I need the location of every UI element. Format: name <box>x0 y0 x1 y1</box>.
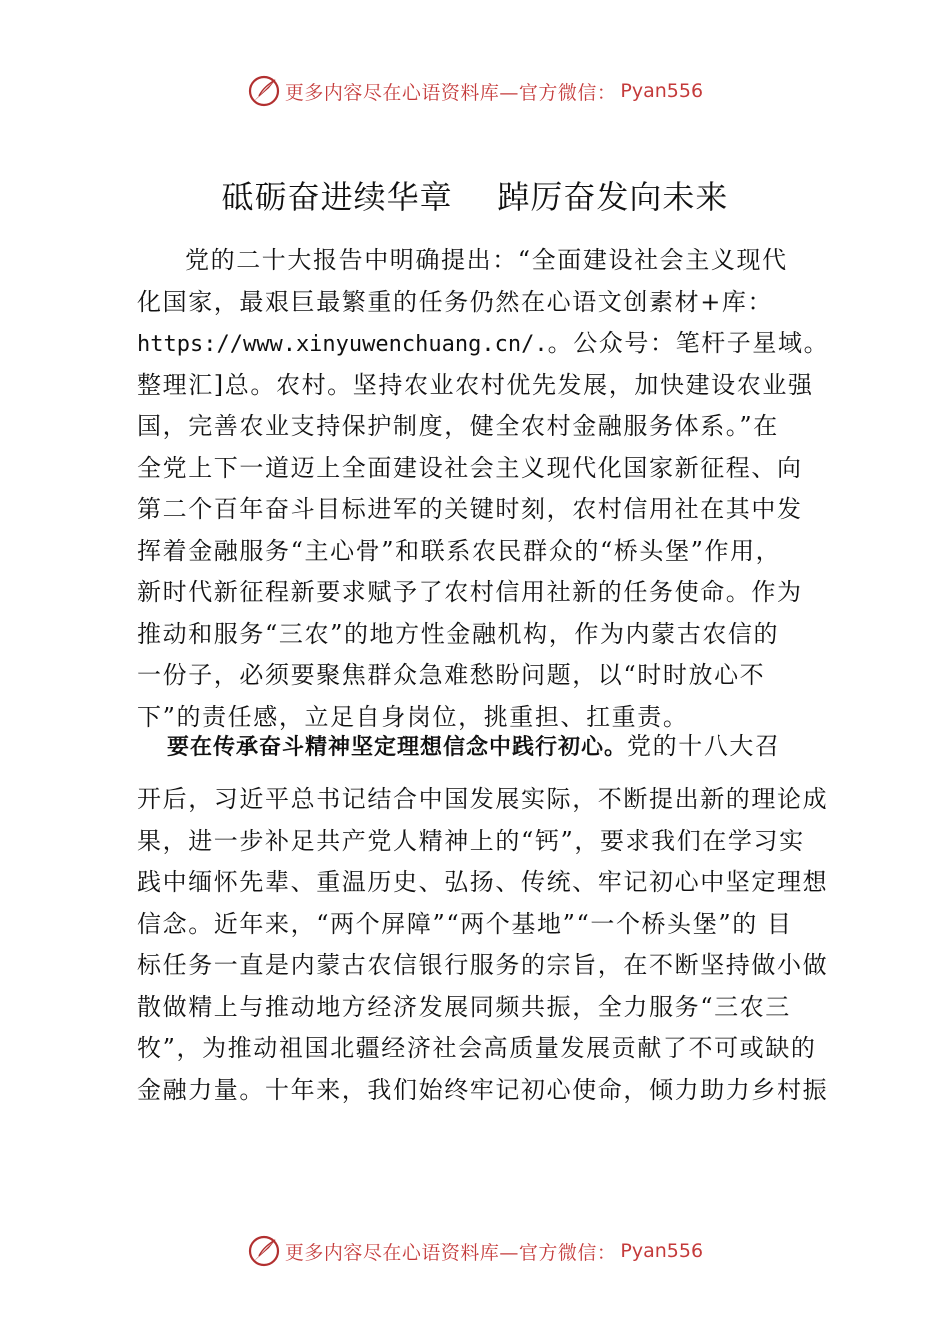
text-line: 践中缅怀先辈、重温历史、弘扬、传统、牢记初心中坚定理想 <box>137 868 829 896</box>
text-line: 果，进一步补足共产党人精神上的“钙”，要求我们在学习实 <box>137 826 805 855</box>
text-line: 一份子，必须要聚焦群众急难愁盼问题，以“时时放心不 <box>137 661 766 689</box>
header-wechat-id: Pyan556 <box>620 80 704 102</box>
header-watermark <box>0 74 950 108</box>
text-line: 第二个百年奋斗目标进军的关键时刻，农村信用社在其中发 <box>137 495 803 523</box>
text-line: 化国家，最艰巨最繁重的任务仍然在心语文创素材+库： <box>137 287 774 316</box>
text-line: 推动和服务“三农”的地方性金融机构，作为内蒙古农信的 <box>137 619 780 648</box>
text-line: 国，完善农业支持保护制度，健全农村金融服务体系。”在 <box>137 412 779 440</box>
paragraph-2-heading-line: 要在传承奋斗精神坚定理想信念中践行初心。党的十八大召 <box>167 732 781 760</box>
text-line: https://www.xinyuwenchuang.cn/.。公众号：笔杆子星域。 <box>137 329 830 357</box>
paragraph-3 <box>137 779 829 1111</box>
url-text: https://www.xinyuwenchuang.cn/. <box>137 332 548 357</box>
text-line: 信念。近年来，“两个屏障”“两个基地”“一个桥头堡”的 目 <box>137 909 793 938</box>
text-line: 全党上下一道迈上全面建设社会主义现代化国家新征程、向 <box>137 453 803 482</box>
text-line: 散做精上与推动地方经济发展同频共振，全力服务“三农三 <box>137 992 791 1021</box>
header-watermark-text: 更多内容尽在心语资料库—官方微信： <box>284 81 617 104</box>
text-line: 牧”，为推动祖国北疆经济社会高质量发展贡献了不可或缺的 <box>137 1034 817 1062</box>
text-line: 金融力量。十年来，我们始终牢记初心使命，倾力助力乡村振 <box>137 1075 829 1104</box>
text-line: 新时代新征程新要求赋予了农村信用社新的任务使命。作为 <box>137 578 803 606</box>
footer-wechat-id: Pyan556 <box>620 1240 704 1262</box>
footer-watermark-text: 更多内容尽在心语资料库—官方微信： <box>284 1241 617 1264</box>
paragraph-1 <box>137 240 830 738</box>
footer-watermark <box>0 1234 950 1268</box>
document-title: 砥砺奋进续华章 踔厉奋发向未来 <box>221 178 729 216</box>
text-line: 开后，习近平总书记结合中国发展实际，不断提出新的理论成 <box>137 785 829 813</box>
text-line: 标任务一直是内蒙古农信银行服务的宗旨，在不断坚持做小做 <box>137 951 829 979</box>
text-line: 下”的责任感，立足自身岗位，挑重担、扛重责。 <box>137 702 689 731</box>
quill-logo-icon <box>247 1234 281 1268</box>
section-heading: 要在传承奋斗精神坚定理想信念中践行初心。 <box>167 735 628 760</box>
text-line: 整理汇]总。农村。坚持农业农村优先发展，加快建设农业强 <box>137 370 814 399</box>
quill-logo-icon <box>247 74 281 108</box>
text-line: 党的二十大报告中明确提出：“全面建设社会主义现代 <box>185 246 788 274</box>
text-line: 挥着金融服务“主心骨”和联系农民群众的“桥头堡”作用， <box>137 536 782 565</box>
